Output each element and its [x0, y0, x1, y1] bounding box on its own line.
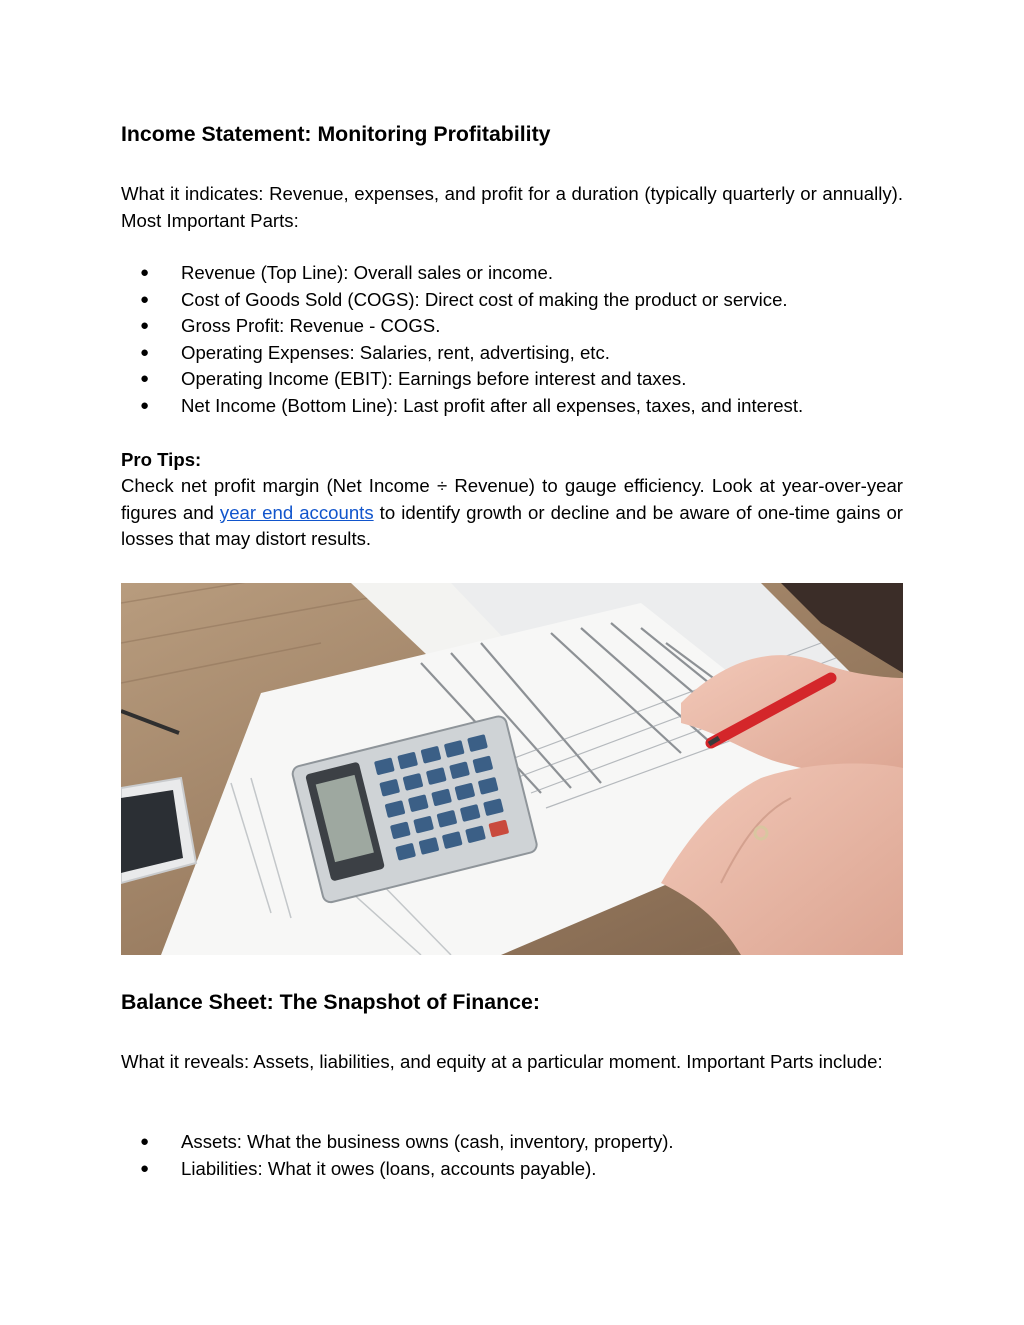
- list-item: ● Gross Profit: Revenue - COGS.: [121, 313, 903, 340]
- bullet-icon: ●: [140, 1133, 150, 1150]
- list-item: ● Operating Income (EBIT): Earnings before interest and taxes.: [121, 366, 903, 393]
- income-statement-list: [121, 260, 903, 420]
- bullet-icon: ●: [140, 343, 150, 361]
- section-heading-income-statement: Income Statement: Monitoring Profitability: [121, 122, 551, 146]
- section-heading-balance-sheet: Balance Sheet: The Snapshot of Finance:: [121, 990, 540, 1014]
- list-item: ● Cost of Goods Sold (COGS): Direct cost of making the product or service.: [121, 287, 903, 314]
- year-end-accounts-link[interactable]: year end accounts: [219, 501, 374, 523]
- accounting-photo: [121, 583, 903, 955]
- list-item: ● Revenue (Top Line): Overall sales or income.: [121, 260, 903, 287]
- balance-sheet-intro: What it reveals: Assets, liabilities, and equity at a particular moment. Important Parts include:: [121, 1051, 883, 1072]
- list-item: ● Liabilities: What it owes (loans, accounts payable).: [121, 1156, 903, 1183]
- list-item: ● Assets: What the business owns (cash, inventory, property).: [121, 1129, 903, 1156]
- list-item: ● Operating Expenses: Salaries, rent, advertising, etc.: [121, 340, 903, 367]
- bullet-icon: ●: [140, 264, 150, 281]
- balance-sheet-list: [121, 1129, 903, 1182]
- bullet-icon: ●: [140, 370, 150, 388]
- income-statement-intro: What it indicates: Revenue, expenses, and profit for a duration (typically quarterly or annually). Most Important Parts:: [121, 183, 903, 231]
- list-item: ● Net Income (Bottom Line): Last profit after all expenses, taxes, and interest.: [121, 393, 903, 420]
- pro-tips-label: Pro Tips:: [121, 449, 202, 470]
- bullet-icon: ●: [140, 396, 150, 414]
- bullet-icon: ●: [140, 290, 150, 308]
- pro-tips-text: Check net profit margin (Net Income ÷ Revenue) to gauge efficiency. Look at year-over-year figures and year end accounts to identify growth or decline and be aware of one-time gains or losses that may distort results.: [121, 475, 903, 550]
- bullet-icon: ●: [140, 1159, 150, 1177]
- bullet-icon: ●: [140, 317, 150, 335]
